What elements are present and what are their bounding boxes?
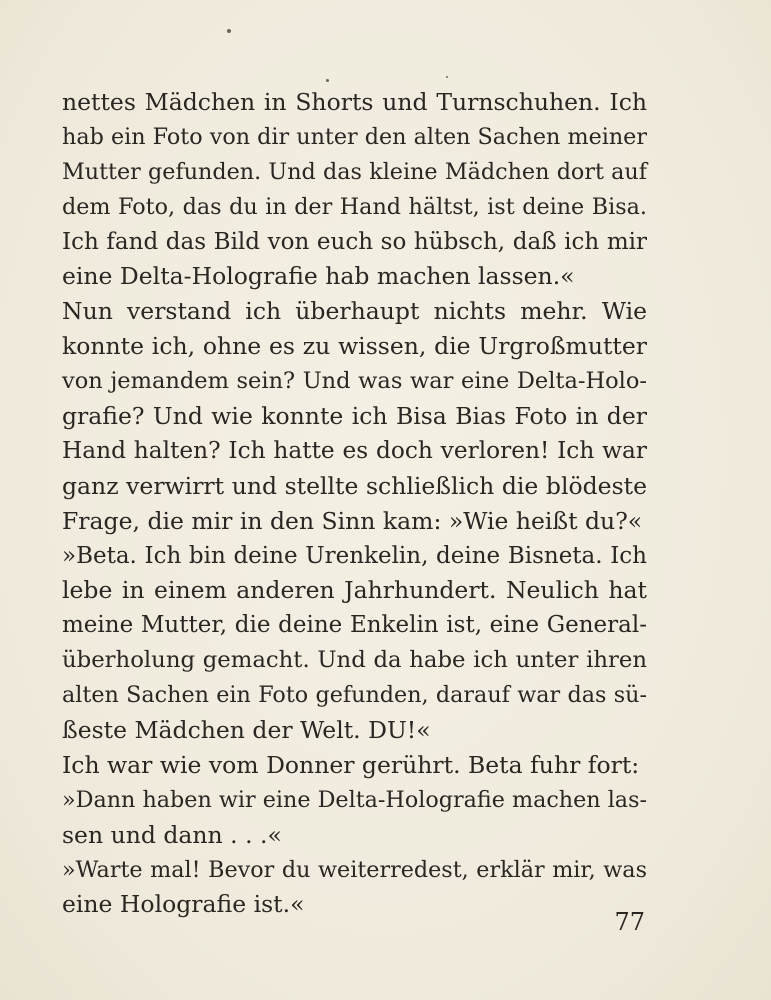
text-line: eine Holografie ist.« [62,890,305,919]
text-line: eine Delta-Holografie hab machen lassen.« [62,262,575,291]
text-line: Nun verstand ich überhaupt nichts mehr. Wie [62,297,647,326]
ink-speck [326,79,329,82]
body-text [62,85,647,922]
text-line: meine Mutter, die deine Enkelin ist, eine General- [62,612,647,639]
text-line: von jemandem sein? Und was war eine Delta-Holo- [62,368,647,395]
text-line: grafie? Und wie konnte ich Bisa Bias Foto in der [62,402,647,431]
ink-speck [446,76,448,78]
text-line: Mutter gefunden. Und das kleine Mädchen dort auf [62,158,647,185]
text-line: lebe in einem anderen Jahrhundert. Neulich hat [62,576,647,605]
text-line: »Beta. Ich bin deine Urenkelin, deine Bisneta. Ich [62,542,647,569]
text-line: »Warte mal! Bevor du weiterredest, erklär mir, was [62,856,647,883]
text-line: überholung gemacht. Und da habe ich unter ihren [62,647,647,674]
text-line: »Dann haben wir eine Delta-Holografie machen las- [62,786,648,813]
text-line: dem Foto, das du in der Hand hältst, ist deine Bisa. [62,193,647,220]
text-line: ganz verwirrt und stellte schließlich die blödeste [62,471,647,500]
text-line: hab ein Foto von dir unter den alten Sachen meiner [62,123,647,150]
text-line: Hand halten? Ich hatte es doch verloren! Ich war [62,436,647,464]
text-line: Ich war wie vom Donner gerührt. Beta fuhr fort: [62,750,640,779]
text-line: konnte ich, ohne es zu wissen, die Urgroßmutter [62,332,647,361]
page-number: 77 [614,908,645,936]
text-line: Ich fand das Bild von euch so hübsch, daß ich mir [62,228,647,255]
text-line: Frage, die mir in den Sinn kam: »Wie heißt du?« [62,506,643,535]
text-line: sen und dann . . .« [62,820,282,849]
text-line: ßeste Mädchen der Welt. DU!« [62,716,431,745]
ink-speck [227,29,231,33]
text-line: nettes Mädchen in Shorts und Turnschuhen. Ich [62,88,647,116]
text-line: alten Sachen ein Foto gefunden, darauf war das sü- [62,682,647,709]
